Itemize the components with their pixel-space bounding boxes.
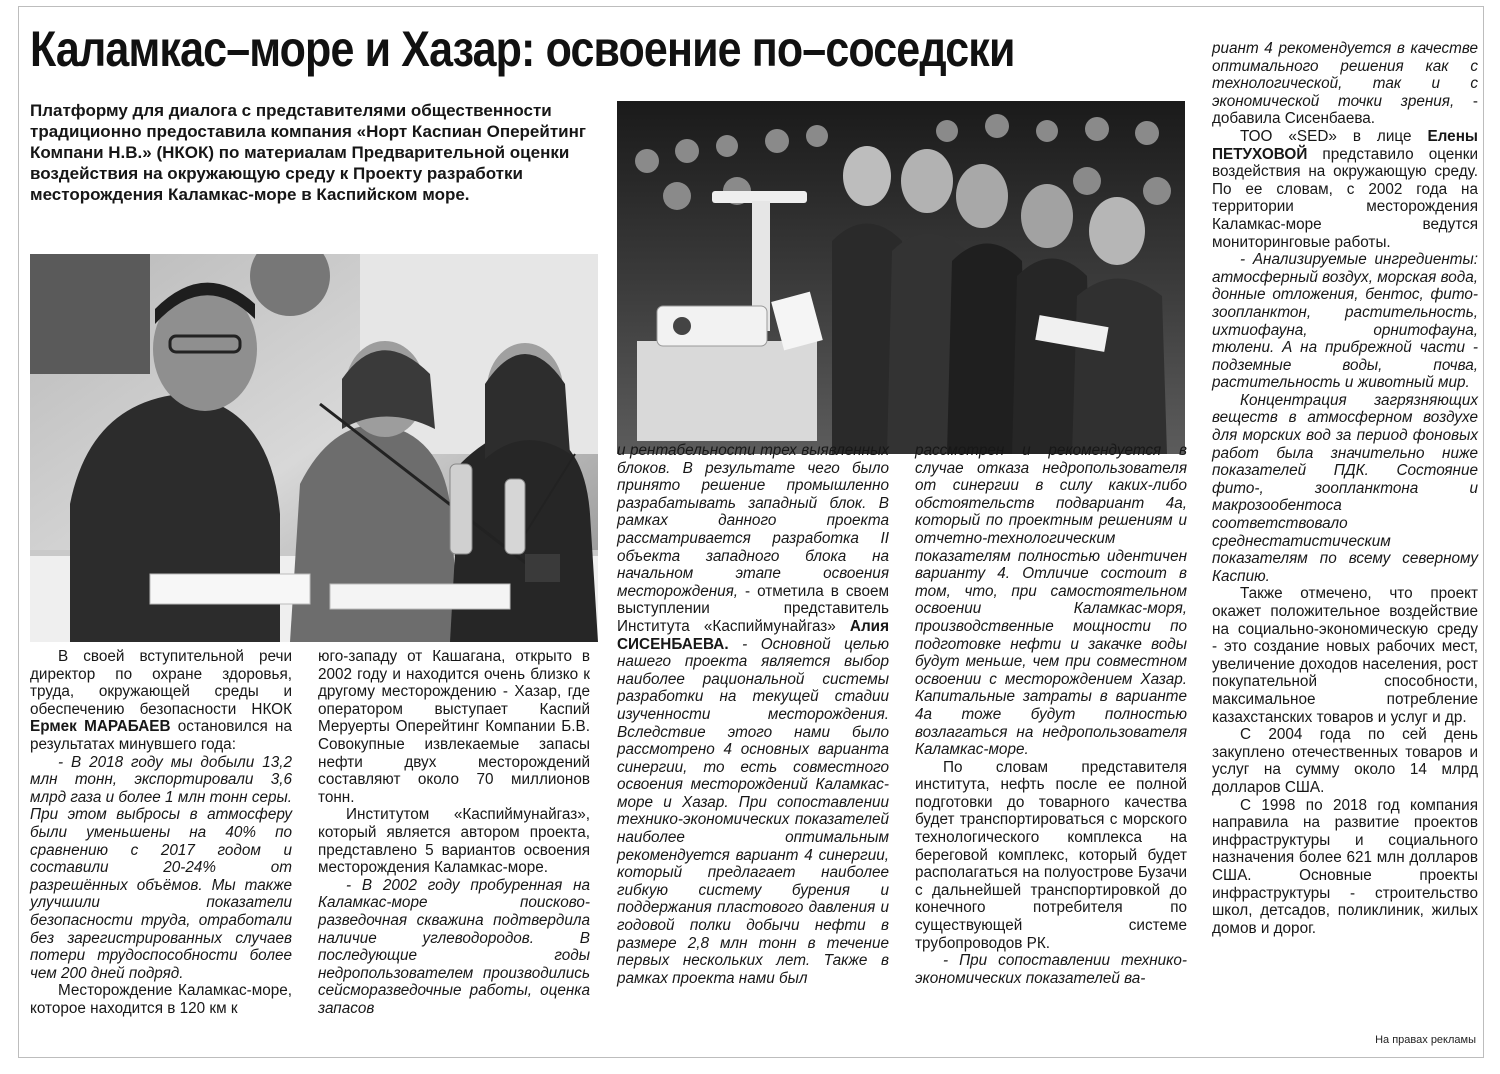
paragraph: С 1998 по 2018 год компания направила на развитие проектов инфраструктуры и социального назначения более 621 млн долларов США. Основные проекты инфраструктуры - строительство школ, детсадов, поликлиник, жилых домов и дорог. bbox=[1212, 796, 1478, 937]
paragraph bbox=[617, 442, 889, 987]
paragraph: Месторождение Каламкас-море, которое находится в 120 км к bbox=[30, 982, 292, 1017]
speaker-name: Елены ПЕТУХОВОЙ bbox=[1212, 127, 1478, 163]
quote-paragraph: - При сопоставлении технико-экономических показателей ва- bbox=[915, 952, 1187, 987]
paragraph bbox=[1212, 40, 1478, 128]
text: - Основной целью нашего проекта является выбор наиболее рациональной системы разработки на текущей стадии изученности месторождения. Вследствие этого нами было рассмотрено 4 основных варианта синергии, то есть совместного освоения месторождений Каламкас-море и Хазар. При сопоставлении технико-экономических показателей наиболее оптимальным рекомендуется вариант 4 синергии, который предлагает наиболее гибкую систему бурения и поддержания пластового давления и годовой полки добычи нефти в размере 2,8 млн тонн в течение первых нескольких лет. Также в рамках проекта нами был bbox=[617, 635, 889, 987]
paragraph: юго-западу от Кашагана, открыто в 2002 году и находится очень близко к другому месторождению - Хазар, где оператором выступает Каспий Меруерты Оперейтинг Компании Б.В. Совокупные извлекаемые запасы нефти двух месторождений составляют около 70 миллионов тонн. bbox=[318, 648, 590, 806]
text: - добавила Сисенбаева. bbox=[1212, 92, 1478, 128]
quote-paragraph: - В 2002 году пробуренная на Каламкас-море поисково-разведочная скважина подтвердила наличие углеводородов. В последующие годы недропользователем производились сейсморазведочные работы, оценка запасов bbox=[318, 876, 590, 1017]
text: ТОО «SED» в лице bbox=[1240, 127, 1428, 145]
text: и рентабельности трех выявленных блоков. В результате чего было принято решение промышленно разрабатывать западный блок. В рамках данного проекта рассматривается разработка II объекта западного блока на начальном этапе освоения месторождения, bbox=[617, 442, 889, 600]
text-column-5 bbox=[1212, 40, 1478, 937]
paragraph: С 2004 года по сей день закуплено отечественных товаров и услуг на сумму около 14 млрд долларов США. bbox=[1212, 726, 1478, 796]
paragraph: Также отмечено, что проект окажет положительное воздействие на социально-экономическую среду - это создание новых рабочих мест, увеличение доходов населения, рост покупательной способности, максимальное потребление казахстанских товаров и услуг и др. bbox=[1212, 585, 1478, 726]
text: остановился на результатах минувшего года: bbox=[30, 718, 293, 753]
text-column-2 bbox=[318, 648, 590, 1017]
quote-paragraph: - В 2018 году мы добыли 13,2 млн тонн, экспортировали 3,6 млрд газа и более 1 млн тонн серы. При этом выбросы в атмосферу были уменьшены на 40% по сравнению с 2017 годом и составили 20-24% от разрешённых объёмов. Мы также улучшили показатели безопасности труда, отработали без зарегистрированных случаев потери трудоспособности более чем 200 дней подряд. bbox=[30, 753, 292, 982]
speakers-photo bbox=[30, 254, 598, 642]
quote-paragraph: - Анализируемые ингредиенты: атмосферный воздух, морская вода, донные отложения, бентос, фито-зоопланктон, растительность, ихтиофауна, орнитофауна, тюлени. А на прибрежной части - подземные воды, почва, растительность и животный мир. bbox=[1212, 251, 1478, 392]
advertising-note: На правах рекламы bbox=[1375, 1034, 1476, 1046]
article-headline: Каламкас–море и Хазар: освоение по–соседски bbox=[30, 21, 1015, 77]
article-lead: Платформу для диалога с представителями общественности традиционно предоставила компания «Норт Каспиан Оперейтинг Компани Н.В.» (НКОК) по материалам Предварительной оценки воздействия на окружающую среду к Проекту разработки месторождения Каламкас-море в Каспийском море. bbox=[30, 101, 586, 204]
text: В своей вступительной речи директор по охране здоровья, труда, окружающей среды и обеспечению безопасности НКОК bbox=[30, 648, 292, 718]
paragraph bbox=[1212, 128, 1478, 251]
paragraph bbox=[30, 648, 292, 754]
text: представило оценки воздействия на окружающую среду. По ее словам, с 2002 года на территории месторождения Каламкас-море ведутся мониторинговые работы. bbox=[1212, 145, 1478, 251]
quote-paragraph: Концентрация загрязняющих веществ в атмосферном воздухе для морских вод за период фоновых работ была значительно ниже показателей ПДК. Состояние фито-, зоопланктона и макрозообентоса соответствовало среднестатистическим показателям по всему северному Каспию. bbox=[1212, 391, 1478, 585]
text: риант 4 рекомендуется в качестве оптимального решения как с технологической, так и с экономической точки зрения, bbox=[1212, 40, 1478, 110]
text: - отметила в своем выступлении представитель Института «Каспиймунайгаз» bbox=[617, 582, 889, 635]
quote-paragraph: рассмотрен и рекомендуется в случае отказа недропользователя от синергии в силу каких-либо обстоятельств подвариант 4а, который по проектным решениям и отчетно-технологическим показателям полностью идентичен варианту 4. Отличие состоит в том, что, при самостоятельном освоении Каламкас-моря, производственные мощности по подготовке нефти и закачке воды будут меньше, чем при совместном освоении с месторождением Хазар. Капитальные затраты в варианте 4а тоже будут полностью возлагаться на недропользователя Каламкас-море. bbox=[915, 442, 1187, 759]
paragraph: Институтом «Каспиймунайгаз», который является автором проекта, представлено 5 вариантов освоения месторождения Каламкас-море. bbox=[318, 806, 590, 877]
text-column-4 bbox=[915, 442, 1187, 987]
audience-photo bbox=[617, 101, 1185, 454]
text-column-3 bbox=[617, 442, 889, 987]
text-column-1 bbox=[30, 648, 292, 1017]
paragraph: По словам представителя института, нефть после ее полной подготовки до товарного качества будет транспортироваться с морского технологического комплекса на береговой комплекс, который будет располагаться на полуострове Бузачи с дальнейшей транспортировкой до конечного потребителя по существующей системе трубопроводов РК. bbox=[915, 758, 1187, 952]
speaker-name: Алия СИСЕНБАЕВА. bbox=[617, 617, 889, 653]
speaker-name: Ермек МАРАБАЕВ bbox=[30, 718, 171, 736]
